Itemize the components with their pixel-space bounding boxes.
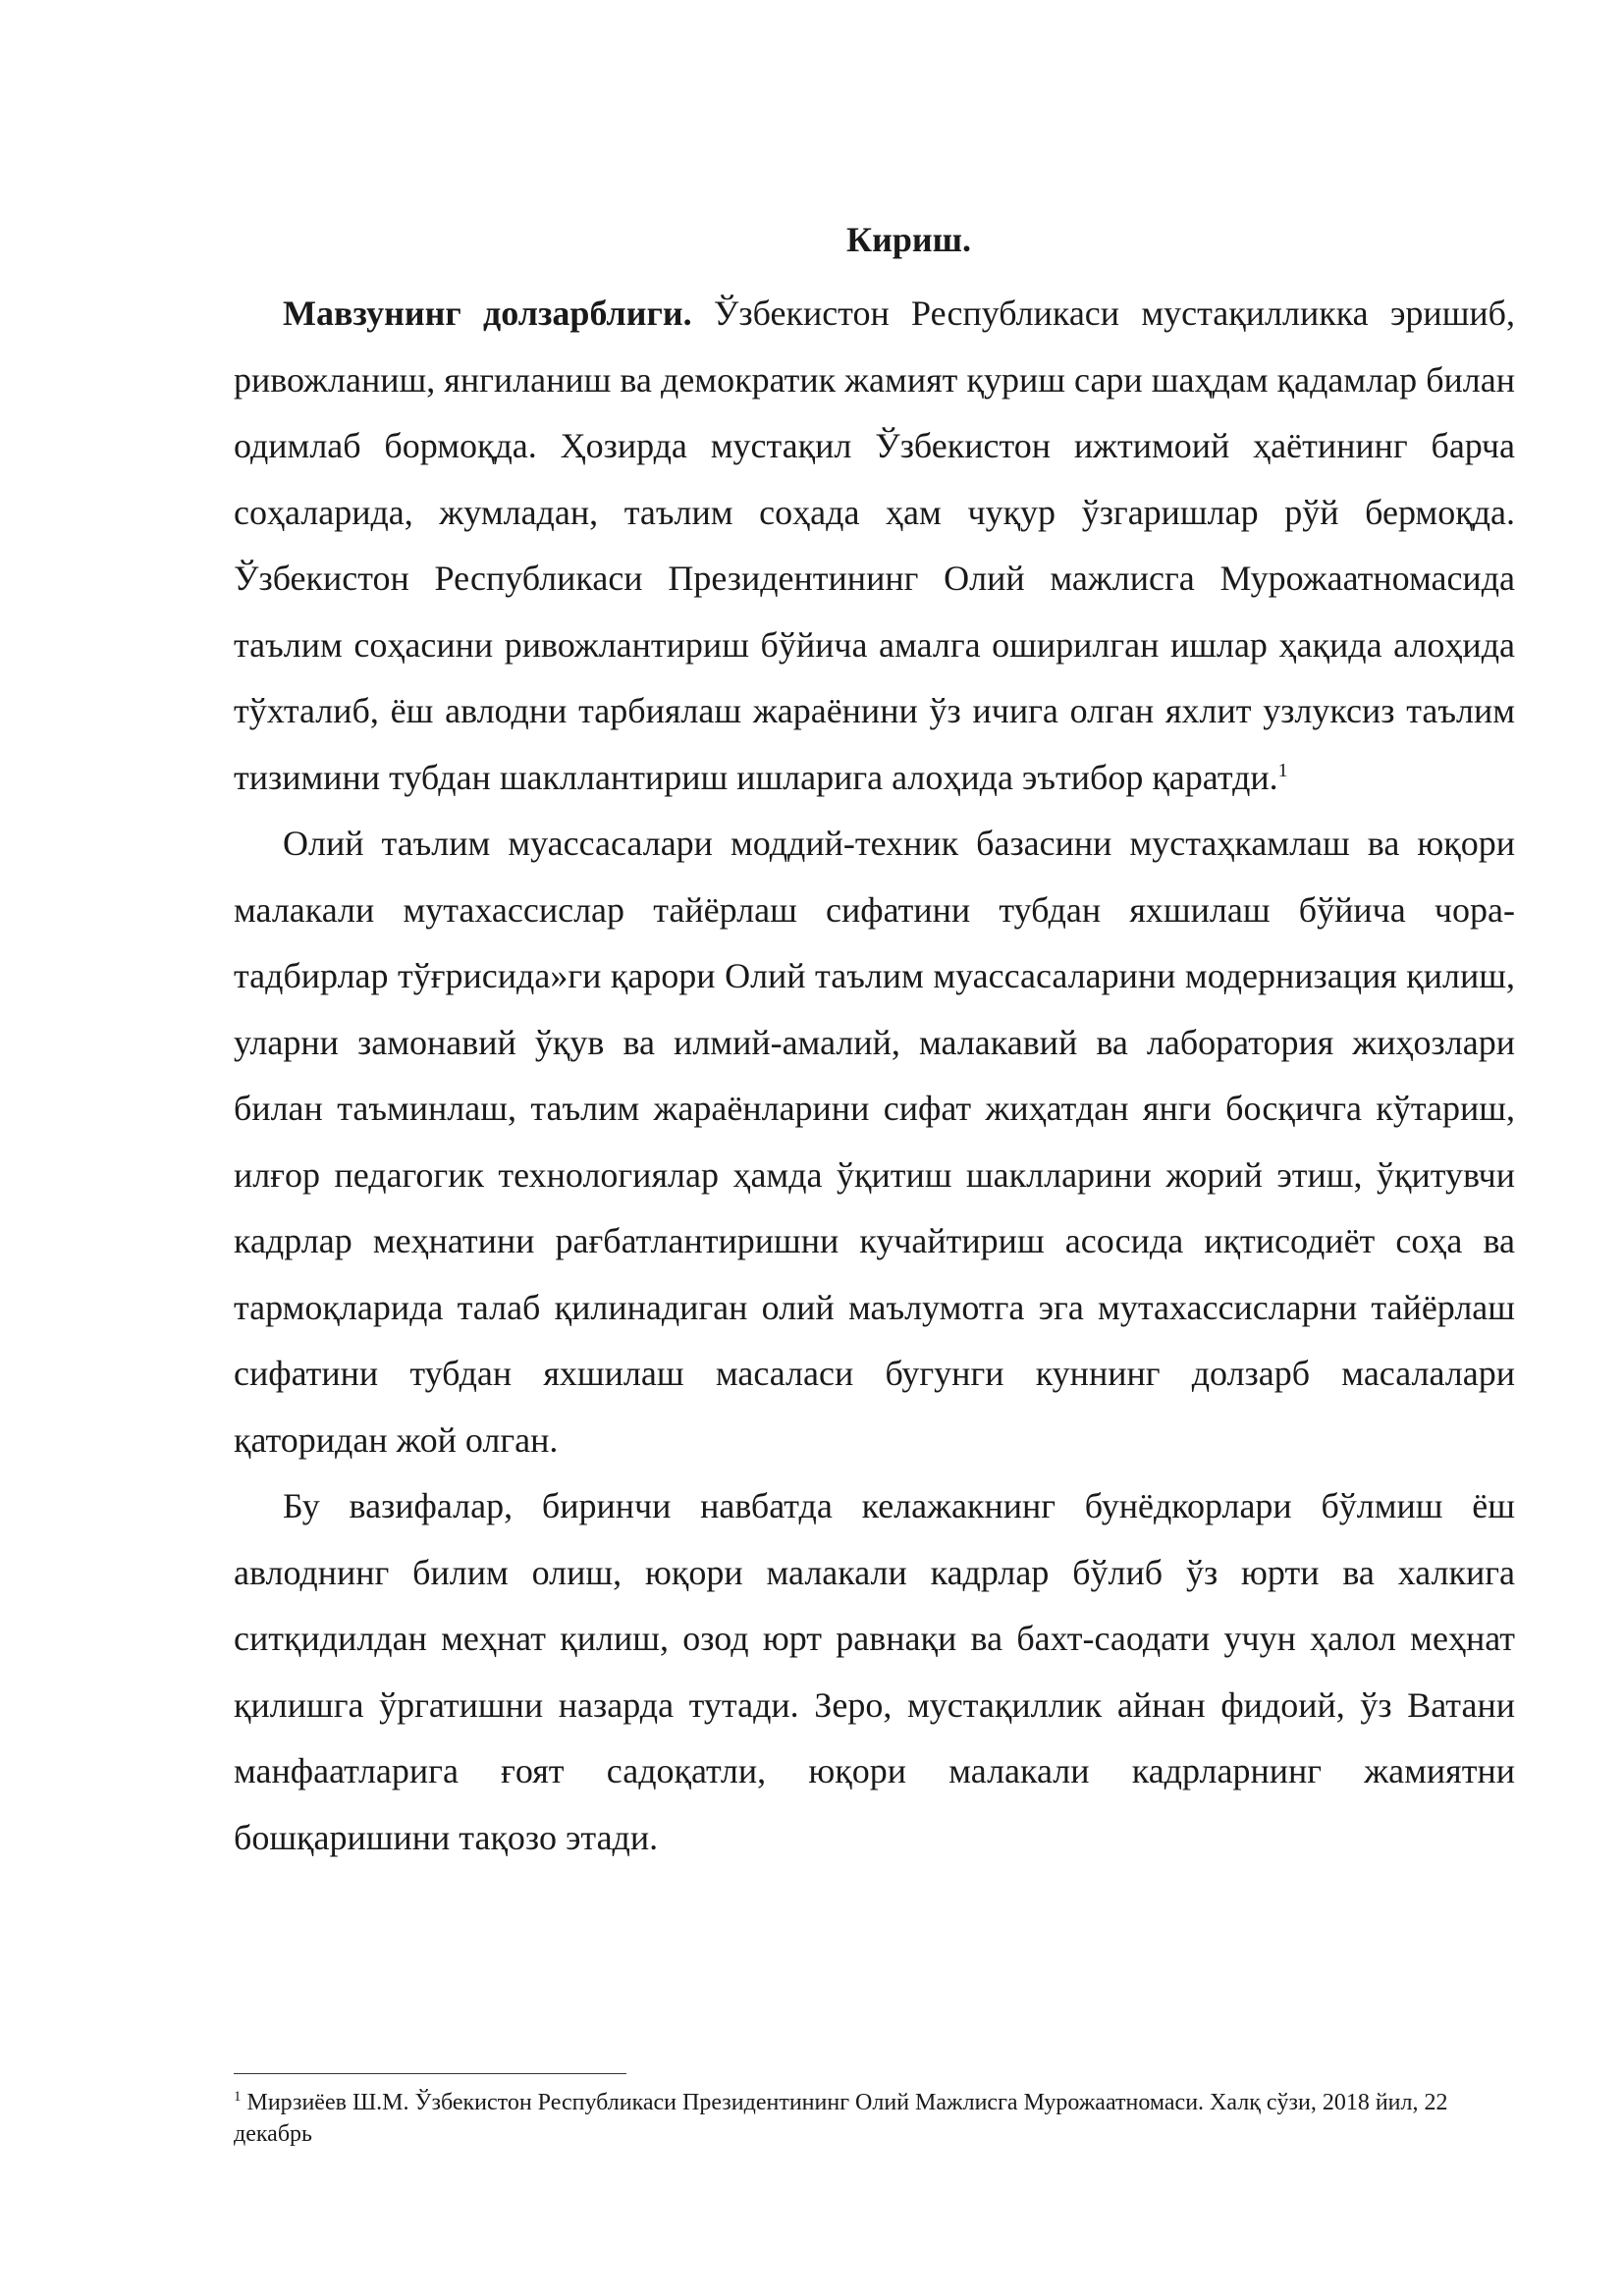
paragraph-tasks: Бу вазифалар, биринчи навбатда келажакнинг бунёдкорлари бўлмиш ёш авлоднинг билим олиш, юқори малакали кадрлар бўлиб ўз юрти ва халкига ситқидилдан меҳнат қилиш, озод юрт равнақи ва бахт-саодати учун ҳалол меҳнат қилишга ўргатишни назарда тутади. Зеро, мустақиллик айнан фидоий, ўз Ватани манфаатларига ғоят садоқатли, юқори малакали кадрларнинг жамиятни бошқаришини тақозо этади. (234, 1486, 1515, 1857)
footnote-marker: 1 (234, 2089, 242, 2105)
footnote-text: Мирзиёев Ш.М. Ўзбекистон Республикаси Президентининг Олий Мажлисга Мурожаатномаси. Халқ сўзи, 2018 йил, 22 декабрь (234, 2090, 1448, 2147)
footnote (234, 2087, 1515, 2150)
document-heading: Кириш. (845, 220, 971, 259)
paragraph-higher-education: Олий таълим муассасалари моддий-техник базасини мустаҳкамлаш ва юқори малакали мутахассислар тайёрлаш сифатини тубдан яхшилаш бўйича чора-тадбирлар тўғрисида»ги қарори Олий таълим муассасаларини модернизация қилиш, уларни замонавий ўқув ва илмий-амалий, малакавий ва лаборатория жиҳозлари билан таъминлаш, таълим жараёнларини сифат жиҳатдан янги босқичга кўтариш, илғор педагогик технологиялар ҳамда ўқитиш шаклларини жорий этиш, ўқитувчи кадрлар меҳнатини рағбатлантиришни кучайтириш асосида иқтисодиёт соҳа ва тармоқларида талаб қилинадиган олий маълумотга эга мутахассисларни тайёрлаш сифатини тубдан яхшилаш масаласи бугунги куннинг долзарб масалалари қаторидан жой олган. (234, 824, 1515, 1460)
footnote-reference[interactable]: 1 (1277, 759, 1288, 781)
footnote-separator (234, 2073, 626, 2074)
paragraph-relevance (234, 281, 1515, 811)
paragraph-text: Ўзбекистон Республикаси мустақилликка эришиб, ривожланиш, янгиланиш ва демократик жамият қуриш сари шаҳдам қадамлар билан одимлаб бормоқда. Ҳозирда мустақил Ўзбекистон ижтимоий ҳаётининг барча соҳаларида, жумладан, таълим соҳада ҳам чуқур ўзгаришлар рўй бермоқда. Ўзбекистон Республикаси Президентининг Олий мажлисга Мурожаатномасида таълим соҳасини ривожлантириш бўйича амалга оширилган ишлар ҳақида алоҳида тўхталиб, ёш авлодни тарбиялаш жараёнини ўз ичига олган яхлит узлуксиз таълим тизимини тубдан шакллантириш ишларига алоҳида эътибор қаратди. (234, 294, 1515, 797)
document-body (234, 206, 1515, 1871)
paragraph-lead: Мавзунинг долзарблиги. (283, 294, 692, 333)
